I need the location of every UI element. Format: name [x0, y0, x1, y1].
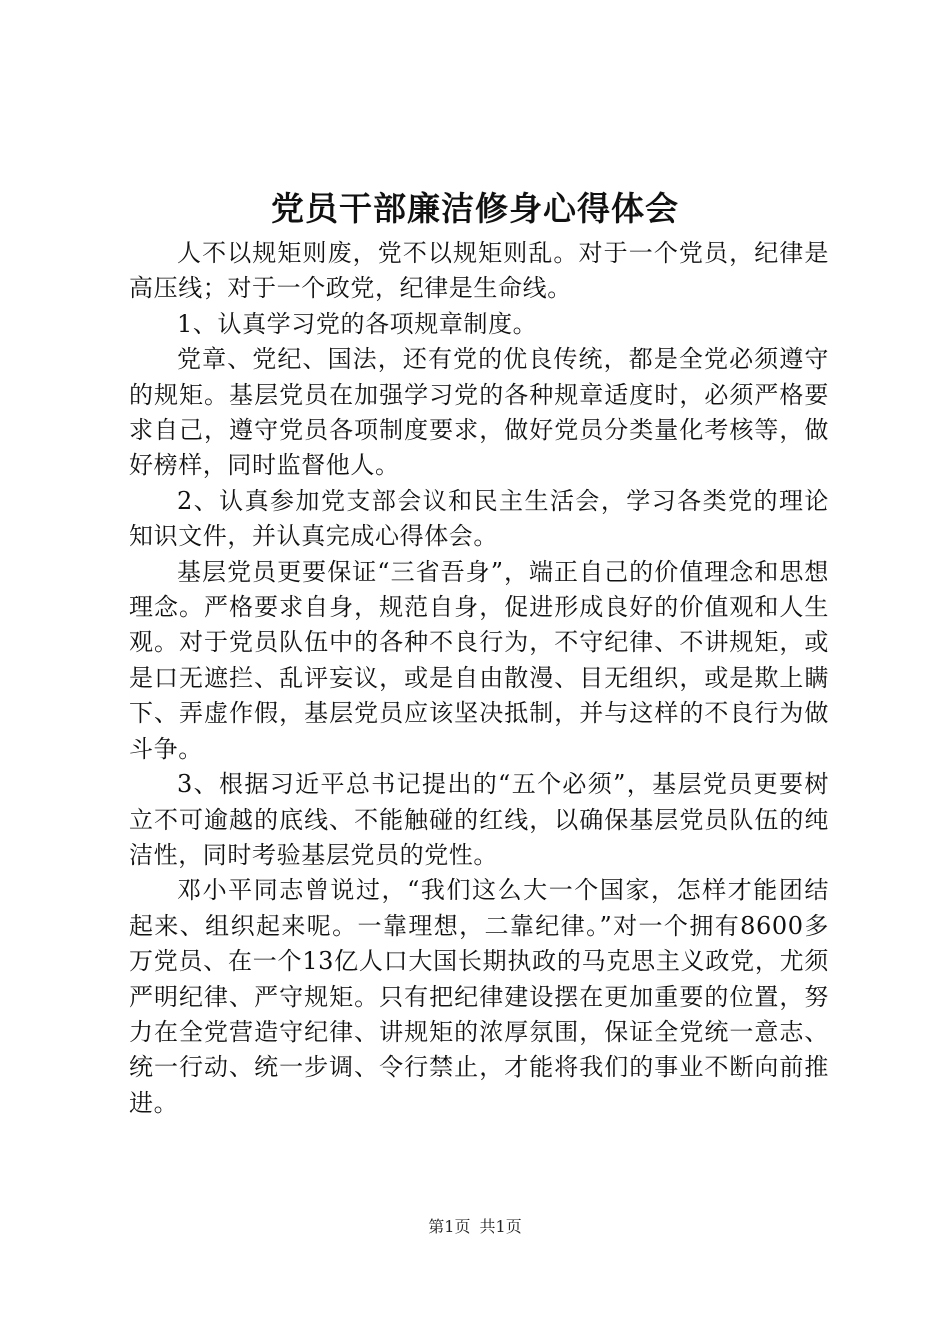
paragraph-point-2-heading: 2、认真参加党支部会议和民主生活会，学习各类党的理论知识文件，并认真完成心得体会。	[129, 486, 829, 551]
page-total: 共1页	[479, 1217, 522, 1236]
paragraph-point-1-body: 党章、党纪、国法，还有党的优良传统，都是全党必须遵守的规矩。基层党员在加强学习党的各种规章适度时，必须严格要求自己，遵守党员各项制度要求，做好党员分类量化考核等，做好榜样，同时监督他人。	[129, 345, 829, 480]
document-body	[129, 236, 829, 1121]
page-number: 第1页	[428, 1217, 471, 1236]
page-footer	[0, 1216, 950, 1238]
paragraph-point-3: 3、根据习近平总书记提出的“五个必须”，基层党员更要树立不可逾越的底线、不能触碰的红线，以确保基层党员队伍的纯洁性，同时考验基层党员的党性。	[129, 770, 829, 869]
paragraph-point-1-heading: 1、认真学习党的各项规章制度。	[177, 309, 538, 338]
paragraph-conclusion: 邓小平同志曾说过，“我们这么大一个国家，怎样才能团结起来、组织起来呢。一靠理想，二靠纪律。”对一个拥有8600多万党员、在一个13亿人口大国长期执政的马克思主义政党，尤须严明纪律、严守规矩。只有把纪律建设摆在更加重要的位置，努力在全党营造守纪律、讲规矩的浓厚氛围，保证全党统一意志、统一行动、统一步调、令行禁止，才能将我们的事业不断向前推进。	[129, 876, 829, 1117]
paragraph-intro: 人不以规矩则废，党不以规矩则乱。对于一个党员，纪律是高压线；对于一个政党，纪律是生命线。	[129, 239, 829, 303]
document-title: 党员干部廉洁修身心得体会	[271, 189, 679, 228]
paragraph-point-2-body: 基层党员更要保证“三省吾身”，端正自己的价值理念和思想理念。严格要求自身，规范自身，促进形成良好的价值观和人生观。对于党员队伍中的各种不良行为，不守纪律、不讲规矩，或是口无遮拦、乱评妄议，或是自由散漫、目无组织，或是欺上瞒下、弄虚作假，基层党员应该坚决抵制，并与这样的不良行为做斗争。	[129, 557, 829, 763]
